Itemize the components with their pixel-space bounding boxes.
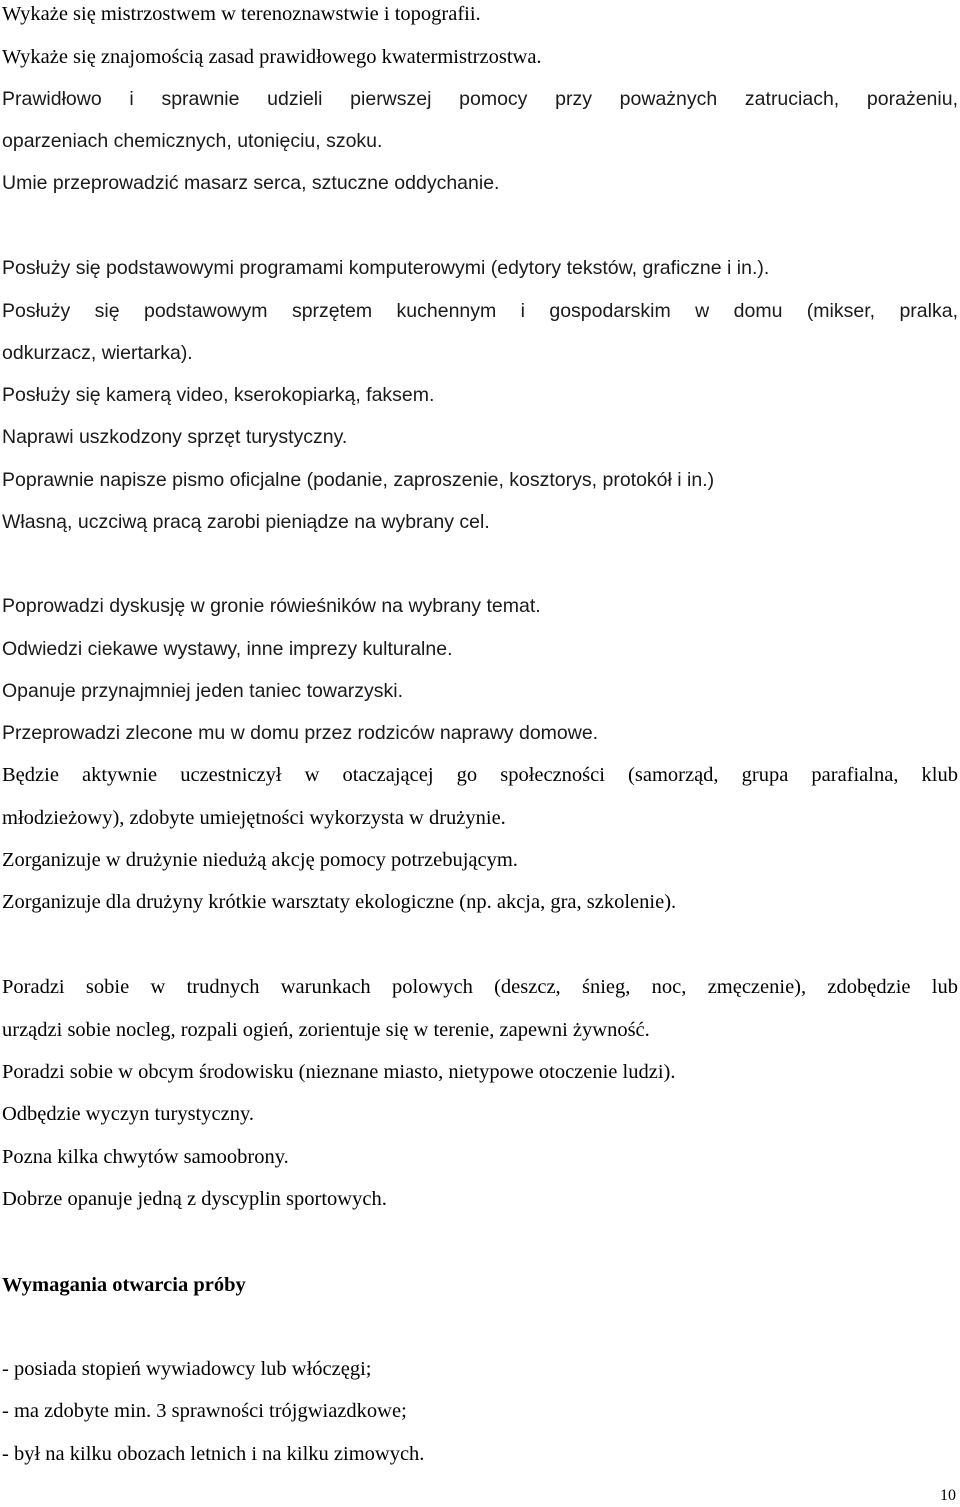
text-line: Posłuży się kamerą video, kserokopiarką, faksem. [2, 384, 435, 406]
text-line: Własną, uczciwą pracą zarobi pieniądze na wybrany cel. [2, 511, 490, 533]
text-line: Poradzi sobie w obcym środowisku (nieznane miasto, nietypowe otoczenie ludzi). [2, 1061, 676, 1083]
text-line: Posłuży się podstawowymi programami komputerowymi (edytory tekstów, graficzne i in.). [2, 257, 770, 279]
text-line: odkurzacz, wiertarka). [2, 342, 193, 364]
text-line: Dobrze opanuje jedną z dyscyplin sportowych. [2, 1188, 387, 1210]
text-line: Pozna kilka chwytów samoobrony. [2, 1146, 289, 1168]
text-line: Poprawnie napisze pismo oficjalne (podanie, zaproszenie, kosztorys, protokół i in.) [2, 469, 715, 491]
text-line: urządzi sobie nocleg, rozpali ogień, zorientuje się w terenie, zapewni żywność. [2, 1019, 650, 1041]
text-line: Odbędzie wyczyn turystyczny. [2, 1103, 254, 1125]
requirement-item: - ma zdobyte min. 3 sprawności trójgwiazdkowe; [2, 1400, 407, 1422]
text-line: Opanuje przynajmniej jeden taniec towarzyski. [2, 680, 404, 702]
text-line: Będzie aktywnie uczestniczył w otaczającej go społeczności (samorząd, grupa parafialna, klub [2, 764, 958, 786]
requirement-item: - był na kilku obozach letnich i na kilku zimowych. [2, 1443, 425, 1465]
section-heading: Wymagania otwarcia próby [2, 1274, 246, 1296]
text-line: Wykaże się znajomością zasad prawidłowego kwatermistrzostwa. [2, 46, 542, 68]
page-number: 10 [940, 1487, 956, 1504]
text-line: Naprawi uszkodzony sprzęt turystyczny. [2, 426, 348, 448]
text-line: Prawidłowo i sprawnie udzieli pierwszej pomocy przy poważnych zatruciach, porażeniu, [2, 88, 958, 110]
text-line: Wykaże się mistrzostwem w terenoznawstwie i topografii. [2, 3, 481, 25]
text-line: Przeprowadzi zlecone mu w domu przez rodziców naprawy domowe. [2, 722, 599, 744]
text-line: Poradzi sobie w trudnych warunkach polowych (deszcz, śnieg, noc, zmęczenie), zdobędzie lub [2, 976, 958, 998]
text-line: Posłuży się podstawowym sprzętem kuchennym i gospodarskim w domu (mikser, pralka, [2, 300, 958, 322]
requirement-item: - posiada stopień wywiadowcy lub włóczęgi; [2, 1358, 372, 1380]
text-line: oparzeniach chemicznych, utonięciu, szoku. [2, 130, 383, 152]
text-line: Umie przeprowadzić masarz serca, sztuczne oddychanie. [2, 172, 500, 194]
text-line: Zorganizuje w drużynie niedużą akcję pomocy potrzebującym. [2, 849, 518, 871]
text-line: Odwiedzi ciekawe wystawy, inne imprezy kulturalne. [2, 638, 453, 660]
text-line: młodzieżowy), zdobyte umiejętności wykorzysta w drużynie. [2, 807, 506, 829]
text-line: Zorganizuje dla drużyny krótkie warsztaty ekologiczne (np. akcja, gra, szkolenie). [2, 891, 677, 913]
text-line: Poprowadzi dyskusję w gronie rówieśników na wybrany temat. [2, 595, 541, 617]
